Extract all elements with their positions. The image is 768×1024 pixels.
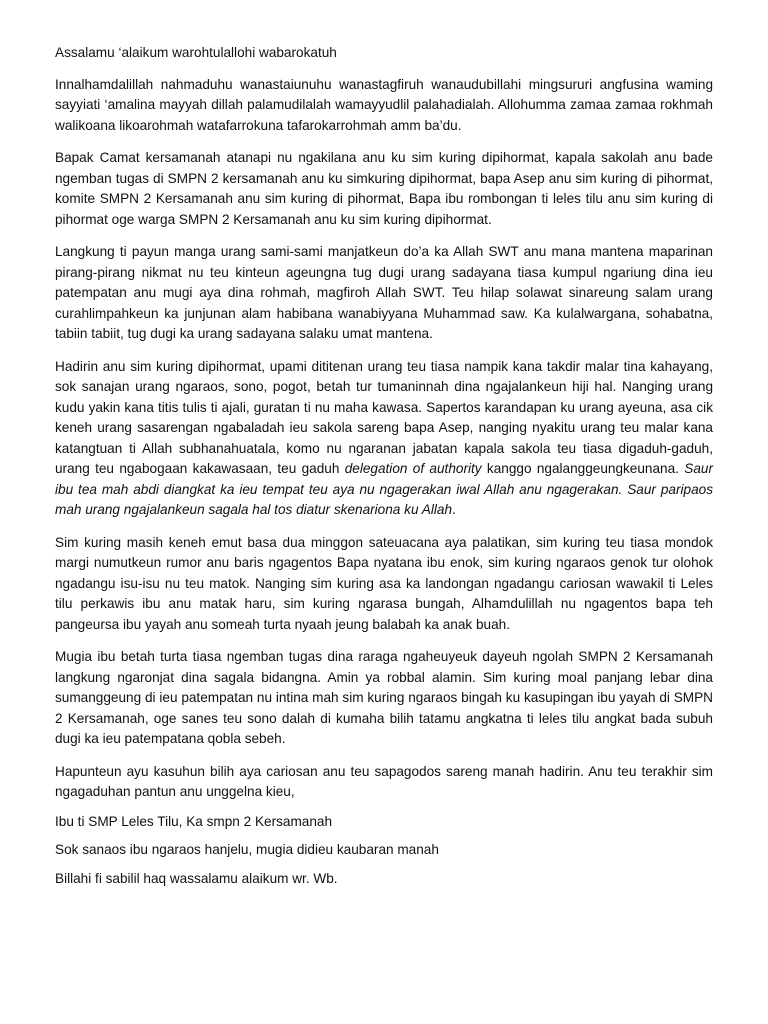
audience-text-middle: kanggo ngalanggeungkeunana.: [481, 461, 685, 476]
honorifics-paragraph: Bapak Camat kersamanah atanapi nu ngakilana anu ku sim kuring dipihormat, kapala sakolah anu bade ngemban tugas di SMPN 2 kersamanah anu ku simkuring dipihormat, bapa Asep anu sim kuring di pihormat, komite SMPN 2 Kersamanah anu sim kuring di pihormat, Bapa ibu rombongan ti leles tilu anu sim kuring di pihormat oge warga SMPN 2 Kersamanah anu ku sim kuring dipihormat.: [55, 150, 713, 227]
audience-paragraph: [55, 357, 713, 521]
hope-paragraph: Mugia ibu betah turta tiasa ngemban tugas dina raraga ngaheuyeuk dayeuh ngolah SMPN 2 Kersamanah langkung ngaronjat dina sagala bidangna. Amin ya robbal alamin. Sim kuring moal panjang lebar dina sumanggeung di ieu patempatan nu intina mah sim kuring ngaraos bingah ku kasupingan ibu yayah di SMPN 2 Kersamanah, oge sanes teu sono dalah di kumaha bilih tatamu angkatna ti leles tilu angkat bada subuh dugi ka ieu patempatana qobla sebeh.: [55, 649, 713, 746]
apology-paragraph: Hapunteun ayu kasuhun bilih aya cariosan anu teu sapagodos sareng manah hadirin. Anu teu terakhir sim ngagaduhan pantun anu unggelna kieu,: [55, 763, 713, 799]
audience-italic-quote: Saur ibu tea mah abdi diangkat ka ieu tempat teu aya nu ngagerakan iwal Allah anu ngagerakan. Saur paripaos mah urang ngajalankeun sagala hal tos diatur skenariona ku Allah: [55, 461, 713, 517]
opening-greeting: Assalamu ‘alaikum warohtulallohi wabarokatuh: [55, 45, 337, 60]
audience-italic-term: delegation of authority: [344, 461, 482, 476]
opening-prayer-paragraph: Innalhamdalillah nahmaduhu wanastaiunuhu wanastagfiruh wanaudubillahi mingsururi angfusina waming sayyiati ‘amalina mayyah dillah palamudilalah wamayyudlil palahadialah. Allohumma zamaa zamaa rokhmah walikoana likoarohmah watafarrokuna tafarokarrohmah amm ba’du.: [55, 76, 713, 133]
pantun-line-1: Ibu ti SMP Leles Tilu, Ka smpn 2 Kersamanah: [55, 813, 333, 829]
pantun-line-2: Sok sanaos ibu ngaraos hanjelu, mugia didieu kaubaran manah: [55, 842, 439, 857]
audience-text-end: .: [452, 502, 456, 517]
gratitude-paragraph: Langkung ti payun manga urang sami-sami manjatkeun do’a ka Allah SWT anu mana mantena maparinan pirang-pirang nikmat nu teu kinteun ageungna tug dugi urang sadayana tiasa kumpul ngariung dina ieu patempatan anu mugi aya dina rohmah, magfiroh Allah SWT. Teu hilap solawat sinareung salam urang curahlimpahkeun ka junjunan alam habibana wanabiyyana Muhammad saw. Ka kulalwargana, sohabatna, tabiin tabiit, tug dugi ka urang sadayana salaku umat mantena.: [55, 244, 713, 341]
memory-paragraph: Sim kuring masih keneh emut basa dua minggon sateuacana aya palatikan, sim kuring teu tiasa mondok margi numutkeun rumor anu baris ngagentos Bapa nyatana ibu enok, sim kuring ngaraos genok tur olohok ngadangu isu-isu nu teu matok. Nanging sim kuring asa ka landongan ngadangu cariosan wawakil ti Leles tilu perkawis ibu anu matak haru, sim kuring ngarasa bungah, Alhamdulillah nu ngagentos bapa teh pangeursa ibu yayah anu someah turta nyaah jeung balabah ka anak buah.: [55, 534, 713, 632]
closing-greeting: Billahi fi sabilil haq wassalamu alaikum wr. Wb.: [55, 870, 338, 886]
audience-text-start: Hadirin anu sim kuring dipihormat, upami dititenan urang teu tiasa nampik kana takdir malar tina kahayang, sok sanajan urang ngaraos, sono, pogot, betah tur tumaninnah dina ngajalankeun hiji hal. Nanging urang kudu yakin kana titis tulis ti ajali, guratan ti nu maha kawasa. Sapertos karandapan ku urang ayeuna, asa cik keneh urang sasarengan ngabaladah ieu sakola sareng bapa Asep, nanging nyakitu urang teu malar kana katangtuan ti Allah subhanahuatala, komo nu ngaranan jabatan kapala sakola teu tiasa digaduh-gaduh, urang teu ngabogaan kakawasaan, teu gaduh: [55, 358, 713, 476]
